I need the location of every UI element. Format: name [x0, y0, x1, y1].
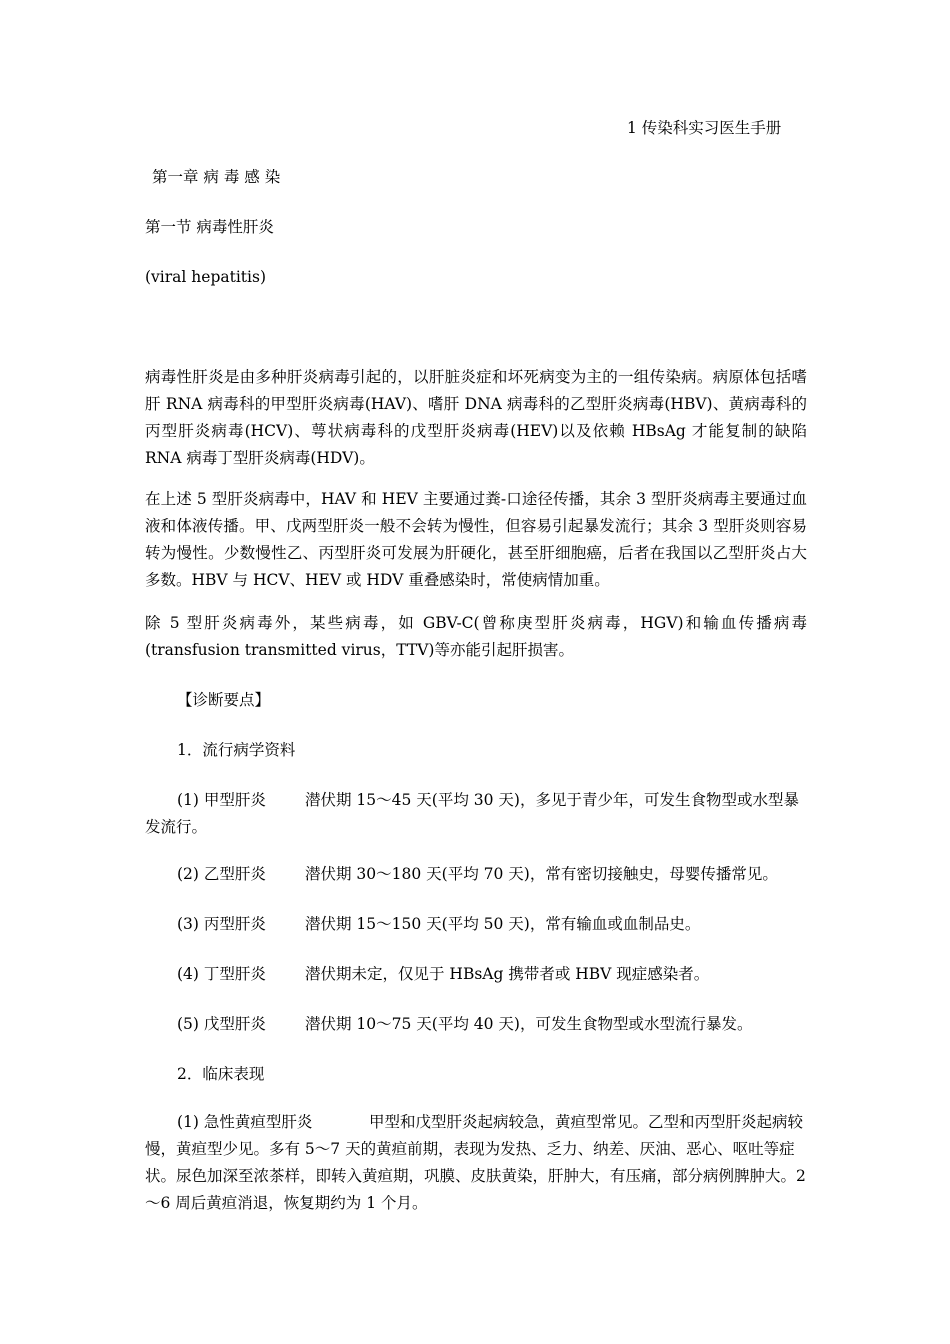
epi-item-label: (2) 乙型肝炎	[177, 865, 266, 883]
epi-item-hepatitis-a	[145, 787, 807, 841]
epi-item-text: 潜伏期 30～180 天(平均 70 天)，常有密切接触史，母婴传播常见。	[305, 865, 778, 883]
epi-item-text: 潜伏期 15～45 天(平均 30 天)，多见于青少年，可发生食物型或水型暴发流行。	[145, 791, 799, 836]
running-header: 1 传染科实习医生手册	[627, 119, 782, 137]
intro-paragraph-1: 病毒性肝炎是由多种肝炎病毒引起的，以肝脏炎症和坏死病变为主的一组传染病。病原体包括嗜肝 RNA 病毒科的甲型肝炎病毒(HAV)、嗜肝 DNA 病毒科的乙型肝炎病毒(HBV)、黄病毒科的丙型肝炎病毒(HCV)、萼状病毒科的戊型肝炎病毒(HEV)以及依赖 HBsAg 才能复制的缺陷 RNA 病毒丁型肝炎病毒(HDV)。	[145, 368, 807, 467]
section-title: 第一节 病毒性肝炎	[145, 218, 274, 236]
intro-paragraph-2: 在上述 5 型肝炎病毒中，HAV 和 HEV 主要通过粪-口途径传播，其余 3 型肝炎病毒主要通过血液和体液传播。甲、戊两型肝炎一般不会转为慢性，但容易引起暴发流行；其余 3 型肝炎则容易转为慢性。少数慢性乙、丙型肝炎可发展为肝硬化，甚至肝细胞癌，后者在我国以乙型肝炎占大多数。HBV 与 HCV、HEV 或 HDV 重叠感染时，常使病情加重。	[145, 490, 807, 589]
epi-item-text: 潜伏期 15～150 天(平均 50 天)，常有输血或血制品史。	[305, 915, 701, 933]
clinical-item-text: 甲型和戊型肝炎起病较急，黄疸型常见。乙型和丙型肝炎起病较慢，黄疸型少见。多有 5～7 天的黄疸前期，表现为发热、乏力、纳差、厌油、恶心、呕吐等症状。尿色加深至浓茶样，即转入黄疸期，巩膜、皮肤黄染，肝肿大，有压痛，部分病例脾肿大。2～6 周后黄疸消退，恢复期约为 1 个月。	[145, 1113, 806, 1212]
epidemiology-heading: 1．流行病学资料	[177, 741, 296, 759]
epi-item-label: (5) 戊型肝炎	[177, 1015, 266, 1033]
clinical-heading: 2．临床表现	[177, 1065, 265, 1083]
intro-paragraph-3: 除 5 型肝炎病毒外，某些病毒，如 GBV-C(曾称庚型肝炎病毒，HGV)和输血传播病毒(transfusion transmitted virus，TTV)等亦能引起肝损害。	[145, 614, 807, 659]
epi-item-hepatitis-c	[145, 911, 807, 938]
epi-item-text: 潜伏期 10～75 天(平均 40 天)，可发生食物型或水型流行暴发。	[305, 1015, 753, 1033]
epi-item-hepatitis-d	[145, 961, 807, 988]
epi-item-hepatitis-e	[145, 1011, 807, 1038]
epi-item-label: (1) 甲型肝炎	[177, 791, 266, 809]
epi-item-label: (3) 丙型肝炎	[177, 915, 266, 933]
clinical-item-label: (1) 急性黄疸型肝炎	[177, 1113, 313, 1131]
english-title: (viral hepatitis)	[145, 268, 266, 286]
epi-item-label: (4) 丁型肝炎	[177, 965, 266, 983]
epi-item-hepatitis-b	[145, 861, 807, 888]
epi-item-text: 潜伏期未定，仅见于 HBsAg 携带者或 HBV 现症感染者。	[305, 965, 710, 983]
diagnosis-heading: 【诊断要点】	[177, 691, 271, 709]
clinical-item-acute-jaundice	[145, 1109, 807, 1217]
chapter-title: 第一章 病 毒 感 染	[152, 168, 281, 186]
